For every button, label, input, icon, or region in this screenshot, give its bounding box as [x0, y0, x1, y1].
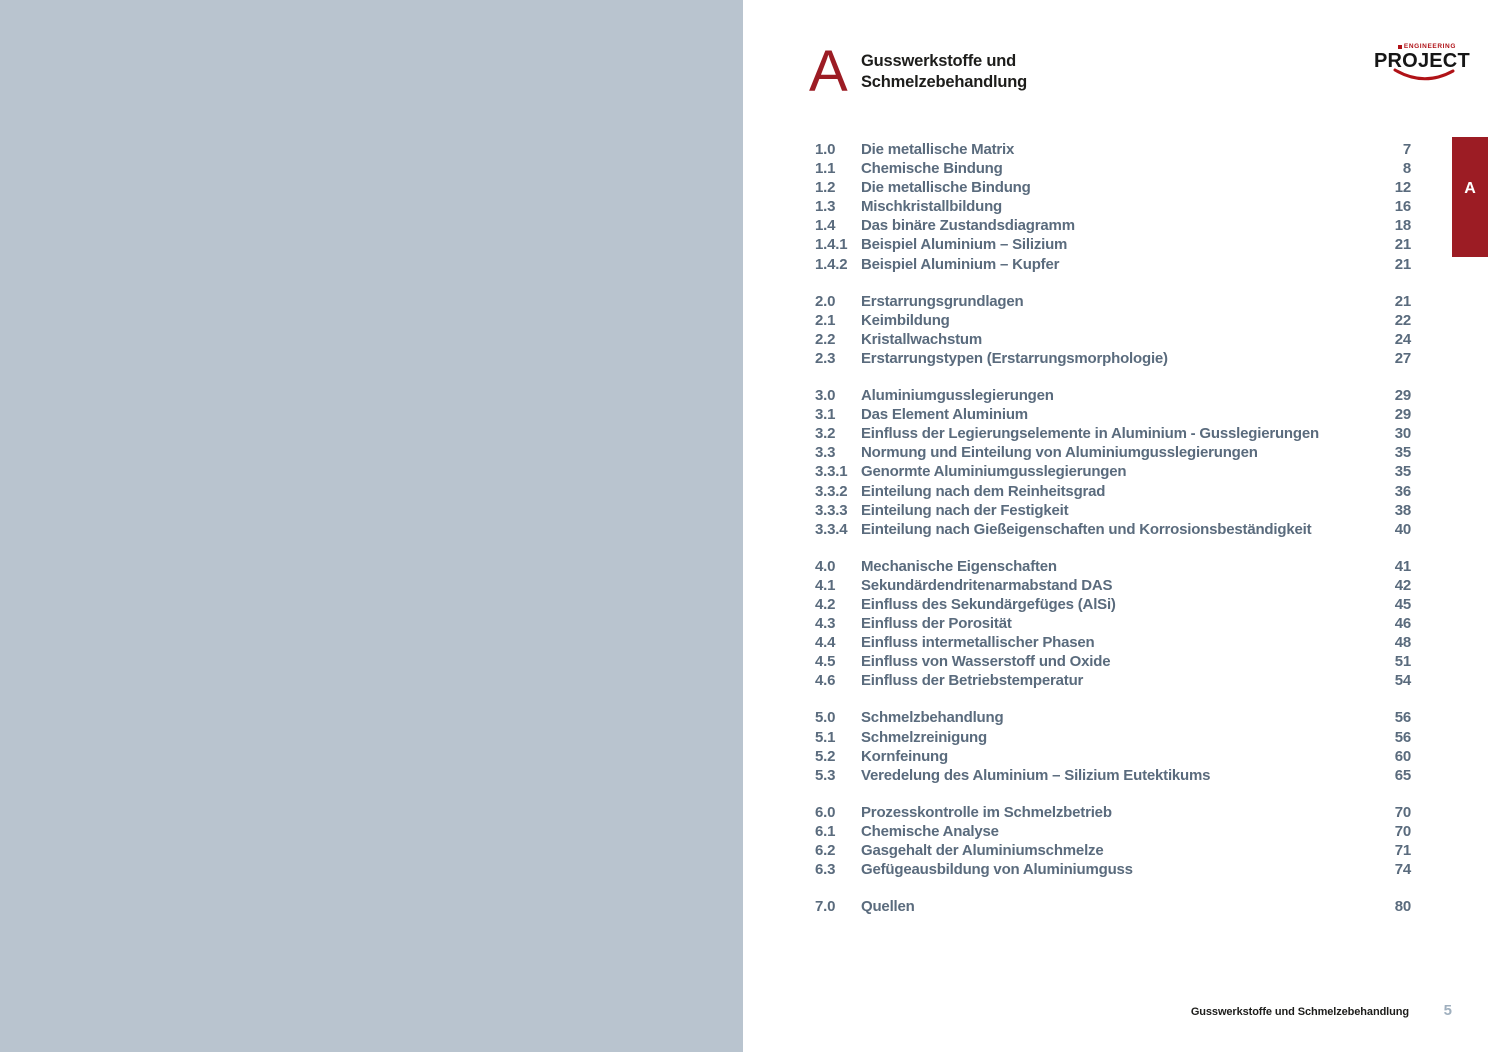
toc-entry-title: Einfluss von Wasserstoff und Oxide [861, 653, 1111, 671]
toc-entry-title: Prozesskontrolle im Schmelzbetrieb [861, 803, 1112, 821]
toc-entry-number: 5.0 [815, 709, 836, 727]
toc-entry-title: Erstarrungsgrundlagen [861, 292, 1024, 310]
toc-row [815, 424, 1411, 443]
toc-entry-page: 38 [1394, 501, 1411, 519]
toc-entry-page: 8 [1402, 160, 1411, 178]
toc-entry-number: 6.1 [815, 822, 836, 840]
logo-red-square-icon [1398, 45, 1402, 49]
toc-entry-title: Schmelzbehandlung [861, 709, 1004, 727]
toc-entry-page: 21 [1394, 292, 1411, 310]
toc-row [815, 462, 1411, 481]
toc-row [815, 482, 1411, 501]
toc-entry-page: 24 [1394, 330, 1411, 348]
toc-entry-page: 29 [1394, 406, 1411, 424]
toc-entry-page: 74 [1394, 861, 1411, 879]
toc-entry-title: Einfluss der Legierungselemente in Aluminium - Gusslegierungen [861, 425, 1319, 443]
toc-entry-page: 45 [1394, 595, 1411, 613]
toc-entry-page: 42 [1394, 576, 1411, 594]
toc-entry-title: Keimbildung [861, 311, 950, 329]
chapter-side-tab-letter: A [1464, 180, 1476, 197]
toc-row [815, 822, 1411, 841]
toc-row [815, 178, 1411, 197]
toc-entry-title: Gasgehalt der Aluminiumschmelze [861, 842, 1104, 859]
toc-entry-number: 3.2 [815, 425, 836, 443]
toc-row [815, 897, 1411, 916]
toc-entry-page: 12 [1394, 179, 1411, 197]
toc-row [815, 330, 1411, 349]
toc-entry-number: 4.0 [815, 557, 836, 575]
toc-entry-number: 5.2 [815, 747, 836, 765]
toc-entry-number: 2.1 [815, 311, 836, 329]
toc-row [815, 841, 1411, 860]
toc-row [815, 557, 1411, 576]
toc-entry-page: 22 [1394, 311, 1411, 329]
toc-entry-title: Genormte Aluminiumgusslegierungen [861, 463, 1127, 481]
toc-entry-number: 3.1 [815, 406, 836, 424]
toc-row [815, 197, 1411, 216]
toc-entry-title: Einfluss der Betriebstemperatur [861, 672, 1084, 690]
toc-entry-page: 65 [1394, 766, 1411, 784]
toc-row [815, 652, 1411, 671]
toc-entry-number: 4.6 [815, 672, 836, 690]
toc-row [815, 747, 1411, 766]
toc-entry-page: 71 [1394, 842, 1411, 859]
toc-entry-number: 1.4 [815, 217, 836, 235]
toc-entry-title: Einfluss intermetallischer Phasen [861, 634, 1095, 652]
logo-project-text: PROJECT [1374, 50, 1470, 72]
logo-top-line [1374, 43, 1456, 50]
toc-row [815, 501, 1411, 520]
document-title-line-1: Gusswerkstoffe und [861, 52, 1017, 70]
toc-entry-number: 3.0 [815, 387, 836, 405]
toc-entry-title: Beispiel Aluminium – Silizium [861, 236, 1068, 254]
toc-entry-title: Chemische Analyse [861, 822, 999, 840]
toc-entry-title: Chemische Bindung [861, 160, 1003, 178]
toc-list [815, 140, 1411, 916]
toc-entry-number: 5.1 [815, 728, 836, 746]
toc-entry-number: 6.2 [815, 842, 836, 859]
toc-entry-page: 16 [1394, 198, 1411, 216]
toc-entry-number: 2.0 [815, 292, 836, 310]
toc-row [815, 708, 1411, 727]
toc-entry-page: 70 [1394, 822, 1411, 840]
toc-group [815, 897, 1411, 916]
toc-group [815, 292, 1411, 368]
toc-entry-page: 27 [1394, 349, 1411, 367]
toc-row [815, 766, 1411, 785]
logo-engineering-text: ENGINEERING [1403, 43, 1456, 50]
toc-entry-title: Einfluss der Porosität [861, 615, 1012, 633]
toc-entry-number: 3.3.4 [815, 520, 848, 538]
toc-entry-number: 4.4 [815, 634, 836, 652]
toc-entry-page: 30 [1394, 425, 1411, 443]
toc-entry-number: 1.2 [815, 179, 836, 197]
toc-entry-title: Sekundärdendritenarmabstand DAS [861, 576, 1113, 594]
toc-row [815, 614, 1411, 633]
toc-row [815, 159, 1411, 178]
toc-entry-page: 48 [1394, 634, 1411, 652]
toc-entry-number: 3.3.1 [815, 463, 848, 481]
toc-entry-page: 56 [1394, 728, 1411, 746]
toc-entry-number: 3.3 [815, 444, 836, 462]
toc-entry-number: 3.3.3 [815, 501, 848, 519]
toc-entry-title: Einteilung nach Gießeigenschaften und Korrosionsbeständigkeit [861, 520, 1312, 538]
toc-row [815, 405, 1411, 424]
company-logo [1374, 43, 1470, 88]
toc-group [815, 803, 1411, 879]
toc-entry-number: 1.0 [815, 141, 836, 158]
toc-entry-title: Veredelung des Aluminium – Silizium Eutektikums [861, 766, 1211, 784]
toc-entry-title: Mechanische Eigenschaften [861, 557, 1057, 575]
toc-row [815, 633, 1411, 652]
toc-entry-title: Gefügeausbildung von Aluminiumguss [861, 861, 1133, 879]
document-title-line-2: Schmelzebehandlung [861, 72, 1028, 91]
document-title [861, 51, 1027, 92]
toc-row [815, 255, 1411, 274]
toc-row [815, 671, 1411, 690]
toc-entry-page: 41 [1394, 557, 1411, 575]
toc-entry-title: Einteilung nach dem Reinheitsgrad [861, 482, 1106, 500]
toc-entry-number: 1.4.1 [815, 236, 848, 254]
toc-entry-number: 7.0 [815, 898, 836, 916]
footer-document-title: Gusswerkstoffe und Schmelzebehandlung [1190, 1006, 1409, 1018]
chapter-letter: A [809, 39, 847, 104]
toc-entry-number: 3.3.2 [815, 482, 848, 500]
toc-row [815, 216, 1411, 235]
toc-entry-title: Einfluss des Sekundärgefüges (AlSi) [861, 595, 1116, 613]
toc-entry-title: Einteilung nach der Festigkeit [861, 501, 1069, 519]
toc-entry-number: 2.2 [815, 330, 836, 348]
toc-entry-title: Die metallische Matrix [861, 141, 1015, 158]
toc-row [815, 520, 1411, 539]
toc-entry-page: 21 [1394, 255, 1411, 273]
toc-entry-page: 51 [1394, 653, 1411, 671]
toc-row [815, 311, 1411, 330]
toc-row [815, 349, 1411, 368]
toc-entry-title: Kornfeinung [861, 747, 948, 765]
left-cover-panel [0, 0, 743, 1052]
toc-entry-title: Die metallische Bindung [861, 179, 1031, 197]
toc-row [815, 728, 1411, 747]
toc-row [815, 803, 1411, 822]
toc-entry-page: 46 [1394, 615, 1411, 633]
toc-entry-title: Aluminiumgusslegierungen [861, 387, 1054, 405]
toc-entry-number: 1.3 [815, 198, 836, 216]
toc-entry-page: 18 [1394, 217, 1411, 235]
toc-entry-page: 56 [1394, 709, 1411, 727]
toc-entry-number: 2.3 [815, 349, 836, 367]
toc-entry-number: 4.5 [815, 653, 836, 671]
toc-entry-page: 21 [1394, 236, 1411, 254]
toc-entry-page: 35 [1394, 463, 1411, 481]
toc-row [815, 140, 1411, 159]
toc-entry-page: 70 [1394, 803, 1411, 821]
toc-row [815, 595, 1411, 614]
toc-entry-title: Normung und Einteilung von Aluminiumgusslegierungen [861, 444, 1258, 462]
toc-entry-title: Mischkristallbildung [861, 198, 1003, 216]
toc-entry-number: 4.2 [815, 595, 836, 613]
toc-entry-title: Quellen [861, 898, 915, 916]
toc-entry-number: 1.1 [815, 160, 836, 178]
toc-entry-title: Schmelzreinigung [861, 728, 987, 746]
toc-entry-title: Erstarrungstypen (Erstarrungsmorphologie) [861, 349, 1168, 367]
toc-entry-title: Beispiel Aluminium – Kupfer [861, 255, 1060, 273]
toc-entry-number: 4.1 [815, 576, 836, 594]
toc-group [815, 557, 1411, 691]
toc-entry-page: 60 [1394, 747, 1411, 765]
toc-entry-page: 40 [1394, 520, 1411, 538]
toc-row [815, 443, 1411, 462]
toc-entry-title: Das Element Aluminium [861, 406, 1028, 424]
footer-page-number: 5 [1443, 1002, 1452, 1019]
toc-entry-page: 36 [1394, 482, 1411, 500]
toc-entry-page: 7 [1402, 141, 1411, 158]
toc-entry-number: 6.0 [815, 803, 836, 821]
toc-entry-title: Kristallwachstum [861, 330, 983, 348]
toc-entry-title: Das binäre Zustandsdiagramm [861, 217, 1075, 235]
toc-group [815, 386, 1411, 539]
toc-entry-page: 29 [1394, 387, 1411, 405]
toc-entry-page: 54 [1394, 672, 1411, 690]
toc-entry-number: 4.3 [815, 615, 836, 633]
chapter-side-tab [1452, 137, 1488, 257]
toc-entry-number: 6.3 [815, 861, 836, 879]
toc-entry-number: 5.3 [815, 766, 836, 784]
toc-entry-number: 1.4.2 [815, 255, 848, 273]
toc-row [815, 576, 1411, 595]
toc-group [815, 708, 1411, 784]
toc-entry-page: 80 [1394, 898, 1411, 916]
toc-row [815, 292, 1411, 311]
toc-row [815, 235, 1411, 254]
toc-entry-page: 35 [1394, 444, 1411, 462]
toc-row [815, 386, 1411, 405]
toc-row [815, 860, 1411, 879]
toc-group [815, 140, 1411, 274]
